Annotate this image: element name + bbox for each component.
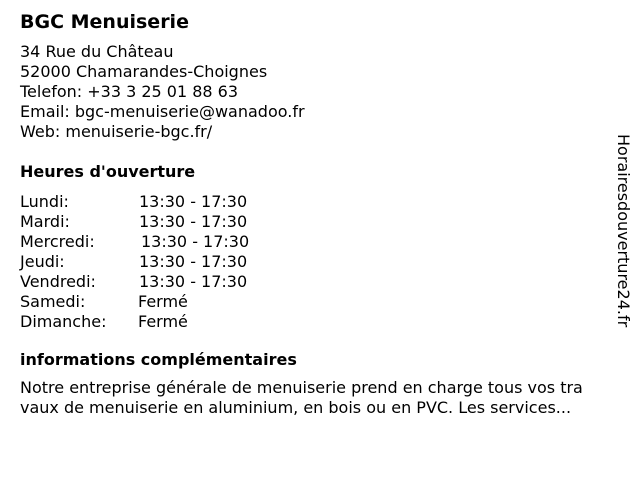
time-value: 13:30 - 17:30	[141, 232, 250, 251]
opening-hours-table	[20, 192, 628, 332]
hours-row-friday	[20, 272, 628, 292]
address-city: 52000 Chamarandes-Choignes	[20, 62, 268, 81]
contact-block	[20, 42, 628, 142]
website-link[interactable]: Web: menuiserie-bgc.fr/	[20, 122, 213, 141]
description-line: vaux de menuiserie en aluminium, en bois ou en PVC. Les services...	[20, 398, 572, 417]
time-value: Fermé	[138, 292, 188, 311]
hours-row-thursday	[20, 252, 628, 272]
time-value: 13:30 - 17:30	[139, 192, 248, 211]
site-watermark: Horairesdouverture24.fr	[614, 134, 633, 328]
hours-row-wednesday	[20, 232, 628, 252]
day-label: Mercredi:	[20, 232, 95, 251]
time-value: 13:30 - 17:30	[139, 252, 248, 271]
hours-row-sunday	[20, 312, 628, 332]
business-description	[20, 378, 628, 418]
email-link[interactable]: Email: bgc-menuiserie@wanadoo.fr	[20, 102, 305, 121]
time-value: 13:30 - 17:30	[139, 272, 248, 291]
day-label: Samedi:	[20, 292, 86, 311]
opening-hours-heading: Heures d'ouverture	[20, 162, 196, 181]
business-card	[20, 10, 628, 418]
hours-row-saturday	[20, 292, 628, 312]
description-line: Notre entreprise générale de menuiserie prend en charge tous vos tra	[20, 378, 583, 397]
time-value: 13:30 - 17:30	[139, 212, 248, 231]
day-label: Lundi:	[20, 192, 69, 211]
business-name: BGC Menuiserie	[20, 11, 189, 33]
day-label: Dimanche:	[20, 312, 107, 331]
hours-row-monday	[20, 192, 628, 212]
address-street: 34 Rue du Château	[20, 42, 174, 61]
phone-number[interactable]: Telefon: +33 3 25 01 88 63	[20, 82, 239, 101]
additional-info-heading: informations complémentaires	[20, 350, 297, 369]
hours-row-tuesday	[20, 212, 628, 232]
day-label: Vendredi:	[20, 272, 96, 291]
day-label: Jeudi:	[20, 252, 65, 271]
time-value: Fermé	[138, 312, 188, 331]
day-label: Mardi:	[20, 212, 70, 231]
